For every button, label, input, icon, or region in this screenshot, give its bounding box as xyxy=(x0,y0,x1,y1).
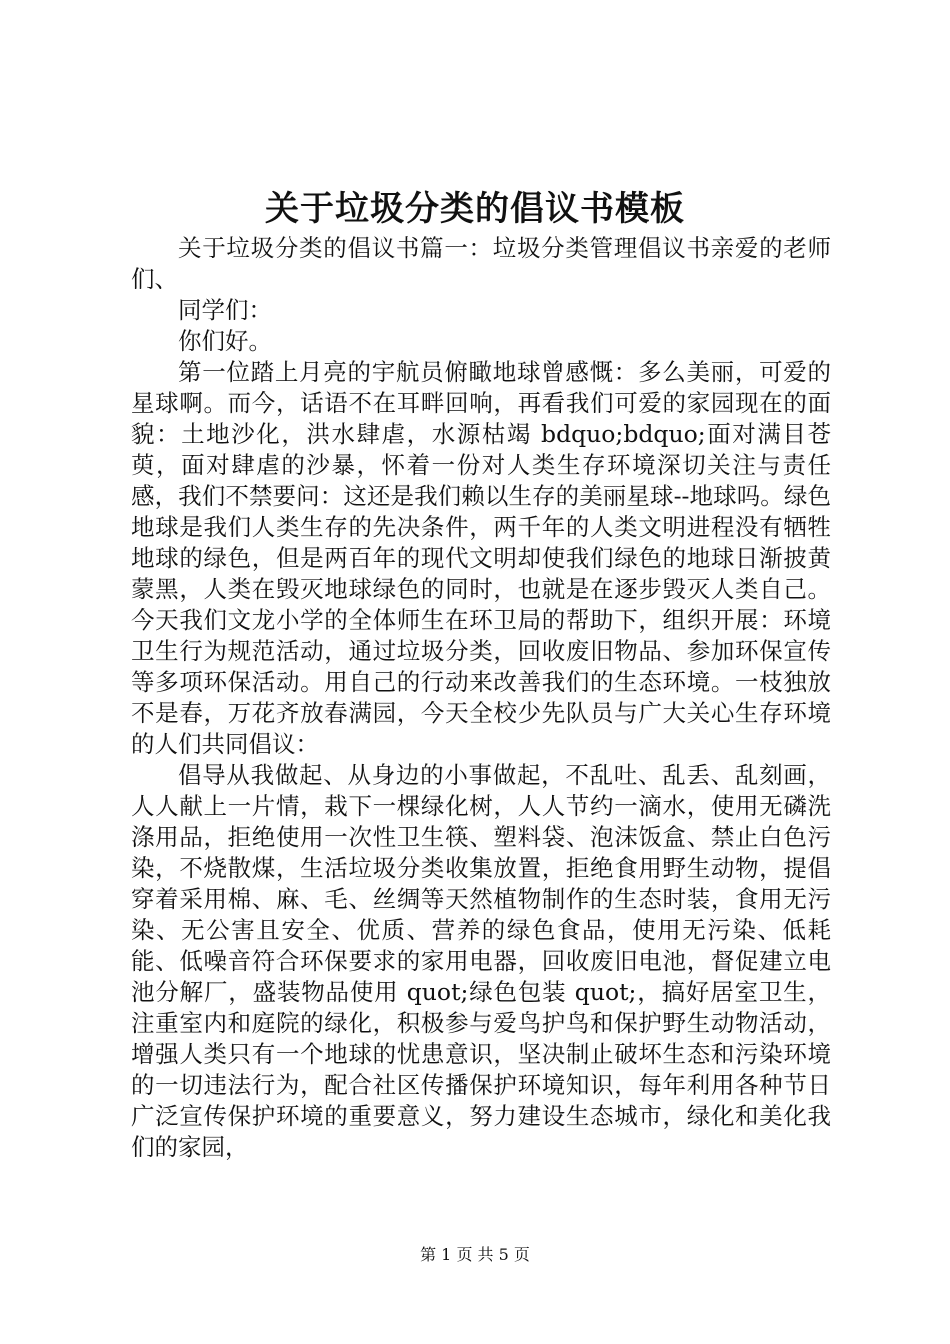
document-body xyxy=(131,233,831,1163)
paragraph-opening: 关于垃圾分类的倡议书篇一：垃圾分类管理倡议书亲爱的老师们、 xyxy=(131,234,831,293)
page-footer: 第 1 页 共 5 页 xyxy=(420,1245,530,1264)
document-title: 关于垃圾分类的倡议书模板 xyxy=(265,189,685,229)
paragraph-earth-description: 第一位踏上月亮的宇航员俯瞰地球曾感慨：多么美丽，可爱的星球啊。而今，话语不在耳畔回响，再看我们可爱的家园现在的面貌：土地沙化，洪水肆虐，水源枯竭 bdquo;bdquo;面对满目苍萸，面对肆虐的沙暴，怀着一份对人类生存环境深切关注与责任感，我们不禁要问：这还是我们赖以生存的美丽星球--地球吗。绿色地球是我们人类生存的先决条件，两千年的人类文明进程没有牺牲地球的绿色，但是两百年的现代文明却使我们绿色的地球日渐披黄蒙黑，人类在毁灭地球绿色的同时，也就是在逐步毁灭人类自己。今天我们文龙小学的全体师生在环卫局的帮助下，组织开展：环境卫生行为规范活动，通过垃圾分类，回收废旧物品、参加环保宣传等多项环保活动。用自己的行动来改善我们的生态环境。一枝独放不是春，万花齐放春满园，今天全校少先队员与广大关心生存环境的人们共同倡议： xyxy=(131,358,831,758)
paragraph-initiative-list: 倡导从我做起、从身边的小事做起，不乱吐、乱丢、乱刻画，人人献上一片情，栽下一棵绿化树，人人节约一滴水，使用无磷洗涤用品，拒绝使用一次性卫生筷、塑料袋、泡沫饭盒、禁止白色污染，不烧散煤，生活垃圾分类收集放置，拒绝食用野生动物，提倡穿着采用棉、麻、毛、丝绸等天然植物制作的生态时装，食用无污染、无公害且安全、优质、营养的绿色食品，使用无污染、低耗能、低噪音符合环保要求的家用电器，回收废旧电池，督促建立电池分解厂，盛装物品使用 quot;绿色包装 quot;，搞好居室卫生，注重室内和庭院的绿化，积极参与爱鸟护鸟和保护野生动物活动，增强人类只有一个地球的忧患意识，坚决制止破坏生态和污染环境的一切违法行为，配合社区传播保护环境知识，每年利用各种节日广泛宣传保护环境的重要意义，努力建设生态城市，绿化和美化我们的家园， xyxy=(131,761,831,1161)
paragraph-greeting-students: 同学们： xyxy=(178,296,272,324)
paragraph-hello: 你们好。 xyxy=(178,327,272,355)
